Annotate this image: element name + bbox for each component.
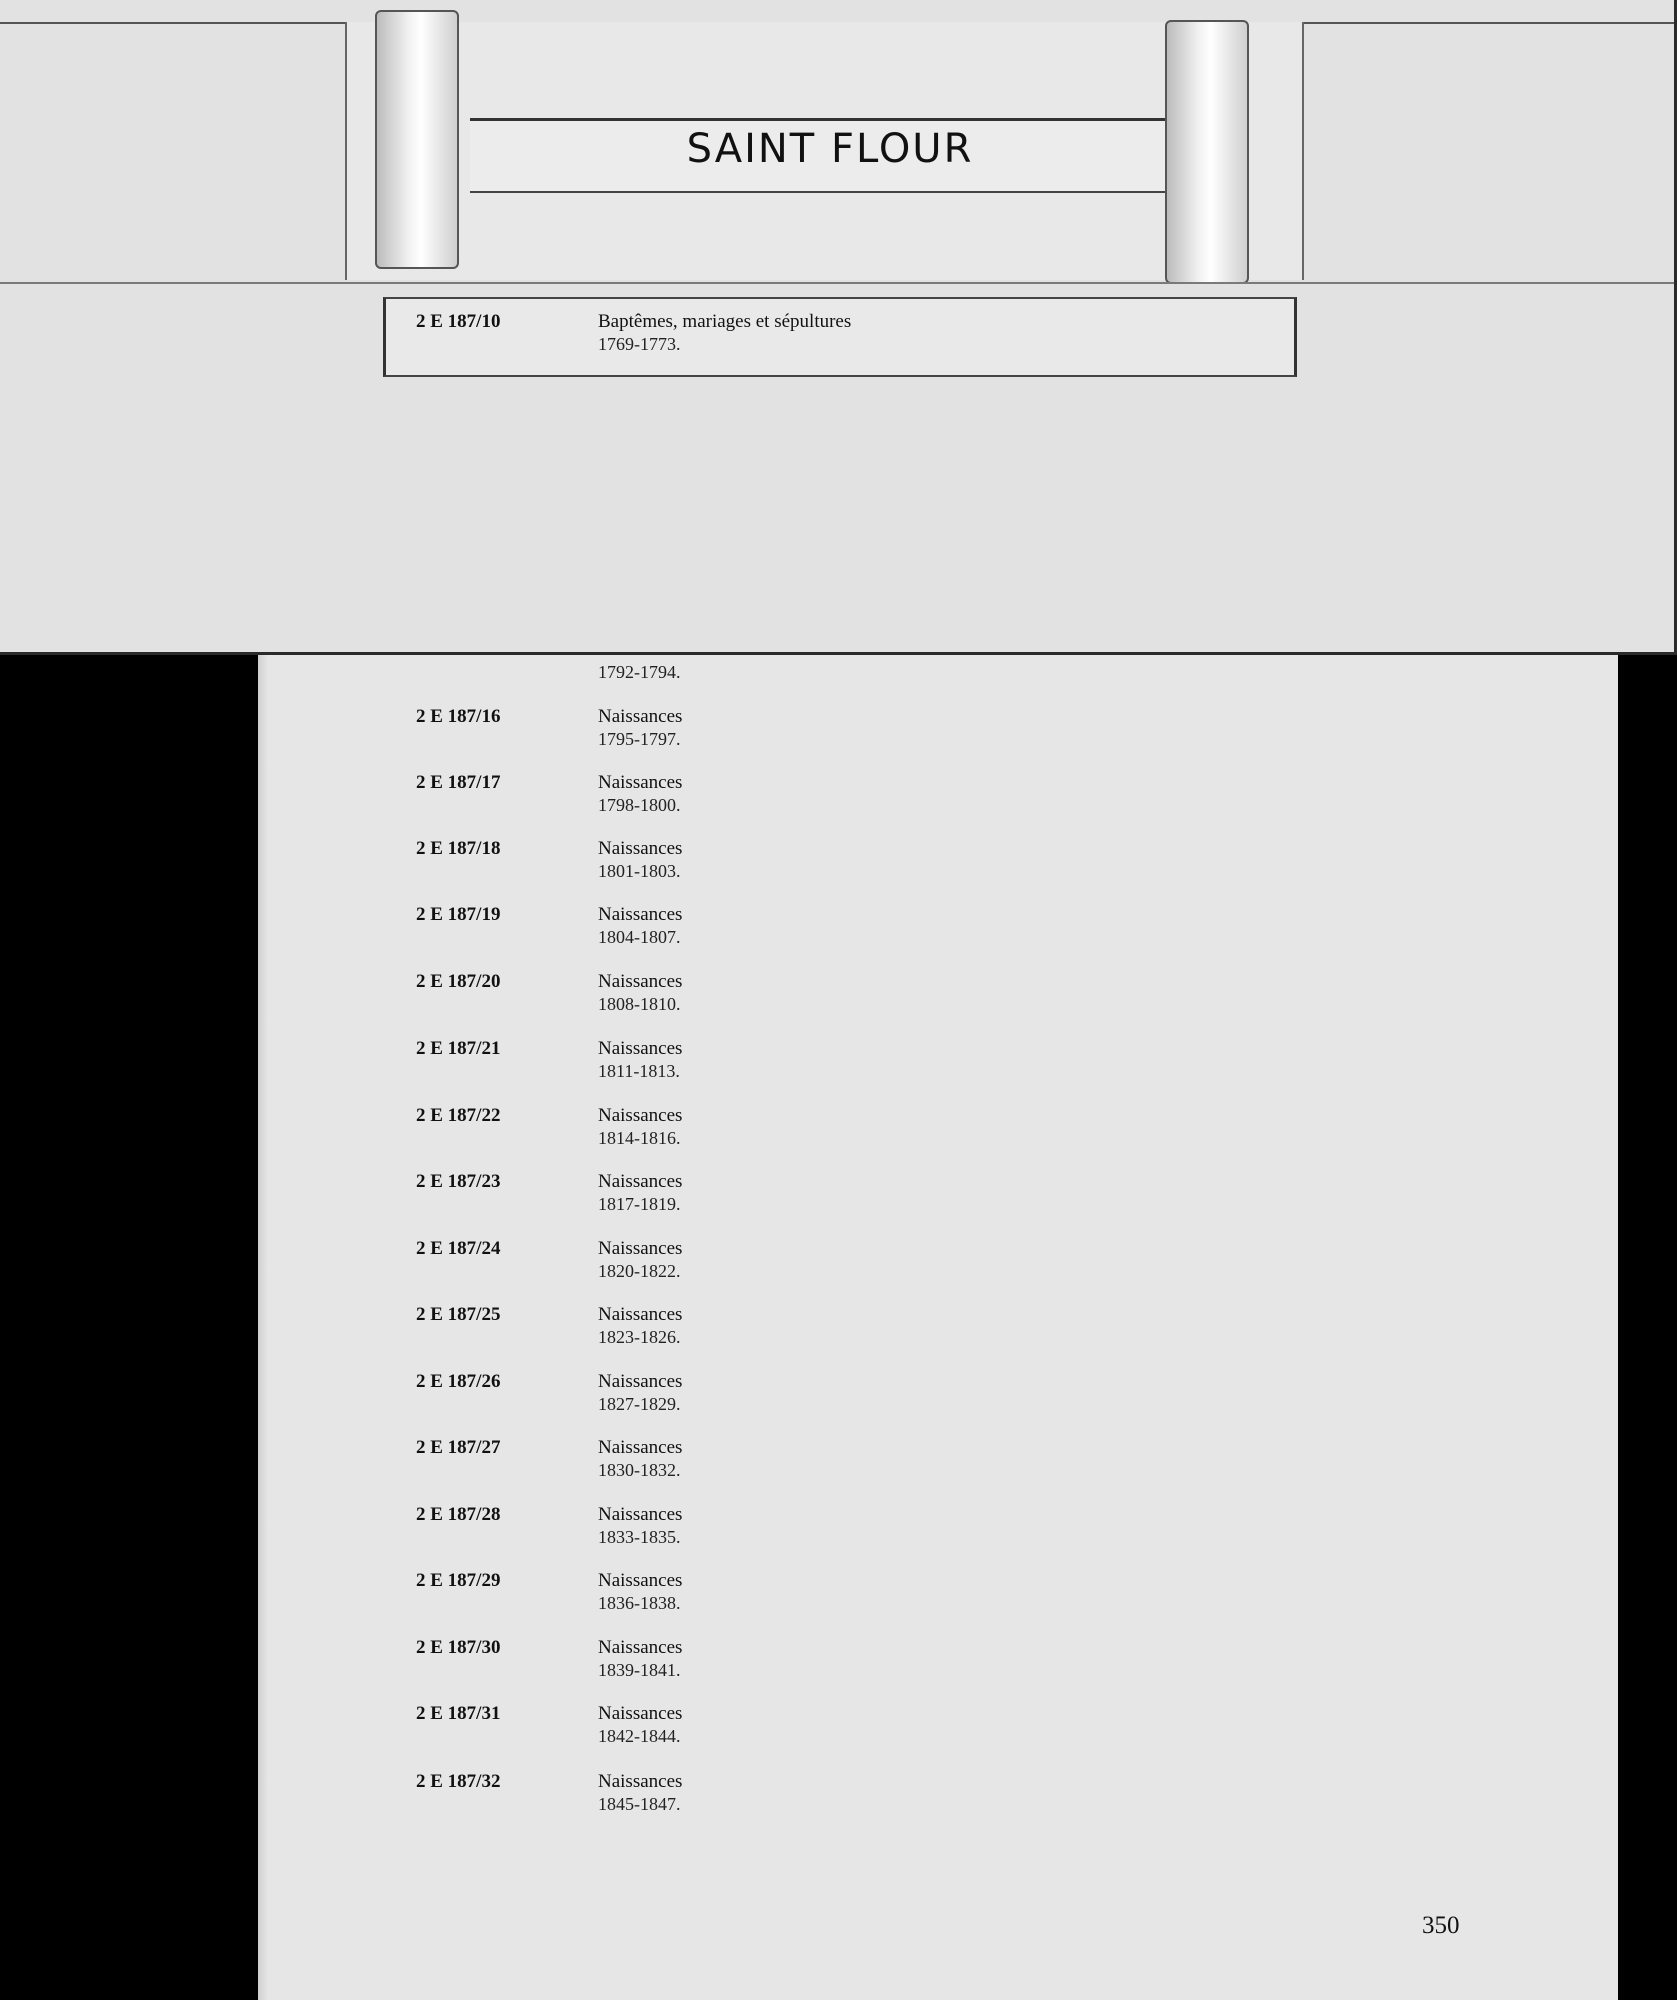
entry-dates: 1823-1826. [598,1327,681,1347]
entry-row [258,1637,1058,1693]
entry-description: Naissances [598,1771,683,1792]
entry-description: Naissances [598,1105,683,1126]
entry-code: 2 E 187/31 [416,1703,501,1724]
first-entry-box [383,297,1297,377]
entry-dates: 1842-1844. [598,1726,681,1746]
entry-dates: 1811-1813. [598,1061,680,1081]
entry-description: Naissances [598,1171,683,1192]
entry-row [258,706,1058,762]
entry-dates: 1795-1797. [598,729,681,749]
entry-row [258,1371,1058,1427]
folder-title: SAINT FLOUR [686,126,974,172]
entry-dates: 1820-1822. [598,1261,681,1281]
entry-code: 2 E 187/10 [416,311,501,332]
entry-description: Naissances [598,1437,683,1458]
entry-row [258,1570,1058,1626]
entry-description: Naissances [598,772,683,793]
entry-row [258,1771,1058,1827]
entry-dates: 1814-1816. [598,1128,681,1148]
entry-code: 2 E 187/21 [416,1038,501,1059]
entry-description: Naissances [598,838,683,859]
entry-dates: 1827-1829. [598,1394,681,1414]
entry-code: 2 E 187/24 [416,1238,501,1259]
entry-code: 2 E 187/18 [416,838,501,859]
entry-row [258,904,1058,960]
entry-description: Naissances [598,1637,683,1658]
entry-dates: 1798-1800. [598,795,681,815]
entry-row [258,1437,1058,1493]
entry-dates: 1817-1819. [598,1194,681,1214]
entry-code: 2 E 187/30 [416,1637,501,1658]
entry-dates: 1845-1847. [598,1794,681,1814]
entry-dates: 1836-1838. [598,1593,681,1613]
entry-code: 2 E 187/22 [416,1105,501,1126]
entry-dates: 1839-1841. [598,1660,681,1680]
entry-code: 2 E 187/20 [416,971,501,992]
entry-description: Naissances [598,1703,683,1724]
folder-card [0,0,1677,655]
entry-code: 2 E 187/29 [416,1570,501,1591]
entry-code: 2 E 187/27 [416,1437,501,1458]
entry-row [258,772,1058,828]
entry-code: 2 E 187/19 [416,904,501,925]
entry-code: 2 E 187/17 [416,772,501,793]
entry-code: 2 E 187/26 [416,1371,501,1392]
document-page [258,640,1618,2000]
entry-row [258,1504,1058,1560]
entry-row [258,838,1058,894]
partial-entry-dates: 1792-1794. [598,662,681,682]
entry-row [258,1304,1058,1360]
entry-description: Naissances [598,971,683,992]
entry-dates: 1769-1773. [598,334,681,354]
entry-description: Naissances [598,1038,683,1059]
entry-dates: 1833-1835. [598,1527,681,1547]
entry-description: Naissances [598,904,683,925]
entry-description: Naissances [598,1371,683,1392]
entry-description: Naissances [598,1570,683,1591]
left-clip [375,10,459,269]
entry-description: Naissances [598,1504,683,1525]
entry-code: 2 E 187/25 [416,1304,501,1325]
entry-dates: 1830-1832. [598,1460,681,1480]
entry-row [258,1238,1058,1294]
page-number: 350 [1422,1912,1460,1939]
entry-code: 2 E 187/32 [416,1771,501,1792]
entry-dates: 1808-1810. [598,994,681,1014]
entry-code: 2 E 187/23 [416,1171,501,1192]
entry-row [258,1105,1058,1161]
entry-row [258,1703,1058,1759]
entry-code: 2 E 187/28 [416,1504,501,1525]
entry-description: Naissances [598,706,683,727]
entry-description: Naissances [598,1238,683,1259]
entry-description: Baptêmes, mariages et sépultures [598,311,852,332]
fold-line [0,282,1674,284]
entry-dates: 1801-1803. [598,861,681,881]
entry-row [258,1171,1058,1227]
entry-row [258,971,1058,1027]
entry-dates: 1804-1807. [598,927,681,947]
entry-description: Naissances [598,1304,683,1325]
entry-row [258,1038,1058,1094]
entry-code: 2 E 187/16 [416,706,501,727]
